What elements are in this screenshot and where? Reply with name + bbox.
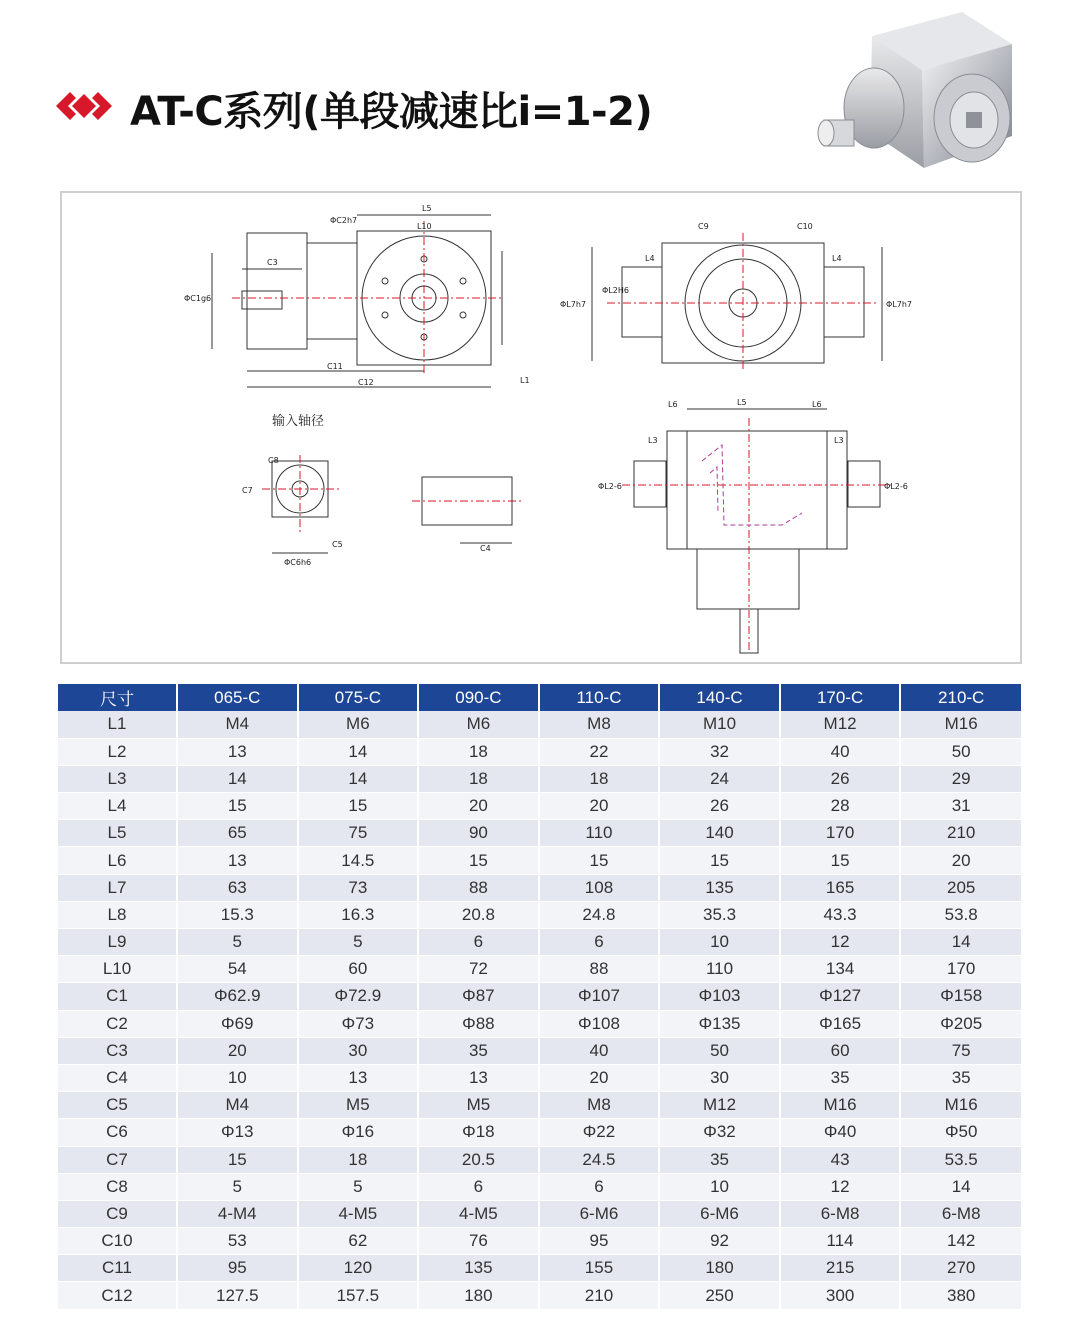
table-header-row <box>58 684 1021 711</box>
table-cell: Φ32 <box>659 1119 780 1146</box>
table-cell: 18 <box>298 1146 419 1173</box>
table-row <box>58 820 1021 847</box>
table-cell: 18 <box>418 765 539 792</box>
table-cell: 6-M6 <box>539 1200 660 1227</box>
table-row <box>58 1200 1021 1227</box>
table-cell: 20 <box>177 1037 298 1064</box>
table-cell: 6-M8 <box>780 1200 901 1227</box>
table-cell: 5 <box>298 929 419 956</box>
table-cell: 95 <box>177 1255 298 1282</box>
table-row-label: L1 <box>58 711 177 738</box>
table-cell: 14 <box>177 765 298 792</box>
label-L7h7-right: ΦL7h7 <box>886 300 913 309</box>
table-row-label: C9 <box>58 1200 177 1227</box>
table-row <box>58 1146 1021 1173</box>
table-cell: 53 <box>177 1228 298 1255</box>
table-cell: 35 <box>780 1064 901 1091</box>
table-cell: 14 <box>900 1173 1021 1200</box>
table-cell: 32 <box>659 738 780 765</box>
table-cell: Φ22 <box>539 1119 660 1146</box>
table-cell: 88 <box>418 874 539 901</box>
table-cell: 110 <box>539 820 660 847</box>
table-cell: 15 <box>177 1146 298 1173</box>
table-row <box>58 1092 1021 1119</box>
table-row-label: C1 <box>58 983 177 1010</box>
table-row-label: L8 <box>58 901 177 928</box>
table-cell: Φ13 <box>177 1119 298 1146</box>
label-L1: L1 <box>520 376 530 385</box>
label-L5: L5 <box>422 204 432 213</box>
table-header: 210-C <box>900 684 1021 711</box>
table-row-label: L3 <box>58 765 177 792</box>
table-header: 090-C <box>418 684 539 711</box>
label-C8: C8 <box>268 456 279 465</box>
table-cell: 53.5 <box>900 1146 1021 1173</box>
table-header: 065-C <box>177 684 298 711</box>
label-C9: C9 <box>698 222 709 231</box>
table-cell: M8 <box>539 711 660 738</box>
table-cell: M10 <box>659 711 780 738</box>
table-cell: 29 <box>900 765 1021 792</box>
table-row <box>58 711 1021 738</box>
table-row <box>58 793 1021 820</box>
label-L2H6: ΦL2H6 <box>602 286 629 295</box>
table-cell: M16 <box>900 711 1021 738</box>
label-C6h6: ΦC6h6 <box>284 558 312 567</box>
label-C4: C4 <box>480 544 491 553</box>
table-row <box>58 956 1021 983</box>
table-cell: 60 <box>298 956 419 983</box>
label-L3-left: L3 <box>648 436 658 445</box>
table-cell: 40 <box>780 738 901 765</box>
table-cell: 20 <box>539 793 660 820</box>
table-cell: 155 <box>539 1255 660 1282</box>
table-row-label: C12 <box>58 1282 177 1309</box>
table-cell: 135 <box>659 874 780 901</box>
table-cell: M4 <box>177 1092 298 1119</box>
table-cell: Φ88 <box>418 1010 539 1037</box>
table-cell: 88 <box>539 956 660 983</box>
technical-drawing-panel <box>60 191 1022 664</box>
table-cell: 15 <box>418 847 539 874</box>
table-cell: 20 <box>539 1064 660 1091</box>
table-cell: 24 <box>659 765 780 792</box>
table-cell: 90 <box>418 820 539 847</box>
table-cell: 180 <box>659 1255 780 1282</box>
table-cell: 92 <box>659 1228 780 1255</box>
table-cell: 134 <box>780 956 901 983</box>
table-cell: 40 <box>539 1037 660 1064</box>
table-cell: Φ205 <box>900 1010 1021 1037</box>
table-cell: 110 <box>659 956 780 983</box>
label-C7: C7 <box>242 486 253 495</box>
label-C11: C11 <box>327 362 343 371</box>
table-cell: 13 <box>298 1064 419 1091</box>
table-cell: Φ103 <box>659 983 780 1010</box>
table-cell: 215 <box>780 1255 901 1282</box>
table-cell: 13 <box>418 1064 539 1091</box>
table-cell: M6 <box>298 711 419 738</box>
table-cell: 15 <box>780 847 901 874</box>
table-cell: 20 <box>418 793 539 820</box>
table-cell: Φ62.9 <box>177 983 298 1010</box>
table-row <box>58 1173 1021 1200</box>
table-cell: 63 <box>177 874 298 901</box>
label-L7h7-left: ΦL7h7 <box>560 300 587 309</box>
table-cell: Φ50 <box>900 1119 1021 1146</box>
table-cell: 20 <box>900 847 1021 874</box>
table-row-label: L10 <box>58 956 177 983</box>
label-L10: L10 <box>417 222 432 231</box>
table-cell: 35.3 <box>659 901 780 928</box>
table-row <box>58 929 1021 956</box>
table-cell: 30 <box>659 1064 780 1091</box>
table-body <box>58 711 1021 1309</box>
page-header <box>0 0 1080 190</box>
table-cell: 4-M4 <box>177 1200 298 1227</box>
table-cell: 26 <box>780 765 901 792</box>
label-L3-right: L3 <box>834 436 844 445</box>
table-cell: 6 <box>418 1173 539 1200</box>
table-cell: 20.5 <box>418 1146 539 1173</box>
table-cell: 18 <box>418 738 539 765</box>
table-cell: 300 <box>780 1282 901 1309</box>
table-header: 140-C <box>659 684 780 711</box>
label-C10: C10 <box>797 222 813 231</box>
label-C5: C5 <box>332 540 343 549</box>
table-cell: 127.5 <box>177 1282 298 1309</box>
table-cell: 6-M8 <box>900 1200 1021 1227</box>
table-cell: 10 <box>659 1173 780 1200</box>
label-C2h7: ΦC2h7 <box>330 216 358 225</box>
label-L6-right: L6 <box>812 400 822 409</box>
table-cell: 142 <box>900 1228 1021 1255</box>
table-row <box>58 1010 1021 1037</box>
table-cell: 170 <box>900 956 1021 983</box>
table-row <box>58 901 1021 928</box>
table-row <box>58 1255 1021 1282</box>
table-cell: 10 <box>177 1064 298 1091</box>
label-C12: C12 <box>358 378 374 387</box>
table-cell: 54 <box>177 956 298 983</box>
table-cell: 6-M6 <box>659 1200 780 1227</box>
input-shaft-note: 输入轴径 <box>272 414 325 429</box>
table-cell: 15 <box>298 793 419 820</box>
table-cell: 12 <box>780 1173 901 1200</box>
table-cell: 15 <box>177 793 298 820</box>
table-row-label: L9 <box>58 929 177 956</box>
table-header: 170-C <box>780 684 901 711</box>
table-row <box>58 1119 1021 1146</box>
table-cell: Φ69 <box>177 1010 298 1037</box>
label-L6-left: L6 <box>668 400 678 409</box>
table-row-label: C8 <box>58 1173 177 1200</box>
table-row-label: L2 <box>58 738 177 765</box>
table-cell: 62 <box>298 1228 419 1255</box>
table-row-label: C6 <box>58 1119 177 1146</box>
table-cell: 170 <box>780 820 901 847</box>
label-L2-6-left: ΦL2-6 <box>598 482 622 491</box>
table-cell: M5 <box>298 1092 419 1119</box>
table-cell: 13 <box>177 738 298 765</box>
table-row-label: C3 <box>58 1037 177 1064</box>
table-header: 尺寸 <box>58 684 177 711</box>
table-cell: 5 <box>298 1173 419 1200</box>
table-row-label: C4 <box>58 1064 177 1091</box>
table-cell: 31 <box>900 793 1021 820</box>
table-cell: Φ40 <box>780 1119 901 1146</box>
table-cell: 14 <box>900 929 1021 956</box>
table-cell: 24.5 <box>539 1146 660 1173</box>
table-cell: 270 <box>900 1255 1021 1282</box>
table-cell: Φ108 <box>539 1010 660 1037</box>
table-cell: 6 <box>418 929 539 956</box>
table-cell: 15 <box>539 847 660 874</box>
table-cell: 210 <box>900 820 1021 847</box>
dimension-table <box>58 684 1021 1310</box>
table-cell: 95 <box>539 1228 660 1255</box>
label-C3: C3 <box>267 258 278 267</box>
brand-logo-icon <box>56 86 112 126</box>
table-cell: Φ16 <box>298 1119 419 1146</box>
table-row <box>58 1228 1021 1255</box>
table-cell: 22 <box>539 738 660 765</box>
table-cell: M5 <box>418 1092 539 1119</box>
table-cell: 24.8 <box>539 901 660 928</box>
table-cell: Φ18 <box>418 1119 539 1146</box>
table-cell: 15.3 <box>177 901 298 928</box>
table-cell: 26 <box>659 793 780 820</box>
table-cell: Φ107 <box>539 983 660 1010</box>
table-cell: 76 <box>418 1228 539 1255</box>
table-cell: Φ87 <box>418 983 539 1010</box>
table-cell: Φ72.9 <box>298 983 419 1010</box>
table-cell: 5 <box>177 929 298 956</box>
table-row-label: C5 <box>58 1092 177 1119</box>
table-cell: M12 <box>659 1092 780 1119</box>
table-cell: 13 <box>177 847 298 874</box>
table-cell: 6 <box>539 929 660 956</box>
table-cell: 43.3 <box>780 901 901 928</box>
table-cell: 180 <box>418 1282 539 1309</box>
table-cell: 53.8 <box>900 901 1021 928</box>
table-cell: Φ127 <box>780 983 901 1010</box>
table-cell: M6 <box>418 711 539 738</box>
table-cell: 108 <box>539 874 660 901</box>
table-cell: M16 <box>900 1092 1021 1119</box>
table-cell: 15 <box>659 847 780 874</box>
table-cell: 12 <box>780 929 901 956</box>
table-cell: 120 <box>298 1255 419 1282</box>
table-cell: 165 <box>780 874 901 901</box>
table-cell: 10 <box>659 929 780 956</box>
table-cell: 18 <box>539 765 660 792</box>
table-cell: 35 <box>900 1064 1021 1091</box>
table-cell: 60 <box>780 1037 901 1064</box>
table-row-label: L6 <box>58 847 177 874</box>
label-L5-top: L5 <box>737 398 747 407</box>
label-L4-right: L4 <box>832 254 842 263</box>
table-cell: Φ73 <box>298 1010 419 1037</box>
label-L2-6-right: ΦL2-6 <box>884 482 908 491</box>
table-row <box>58 847 1021 874</box>
table-cell: 380 <box>900 1282 1021 1309</box>
table-row-label: L7 <box>58 874 177 901</box>
table-cell: 14.5 <box>298 847 419 874</box>
table-cell: 75 <box>298 820 419 847</box>
table-row-label: C7 <box>58 1146 177 1173</box>
page-title: AT-C系列(单段减速比i=1-2) <box>130 89 653 135</box>
table-cell: M8 <box>539 1092 660 1119</box>
table-cell: 75 <box>900 1037 1021 1064</box>
table-cell: 65 <box>177 820 298 847</box>
table-cell: 50 <box>900 738 1021 765</box>
table-row-label: C10 <box>58 1228 177 1255</box>
table-cell: M12 <box>780 711 901 738</box>
table-cell: 4-M5 <box>298 1200 419 1227</box>
table-row <box>58 1037 1021 1064</box>
table-cell: 20.8 <box>418 901 539 928</box>
table-row <box>58 738 1021 765</box>
table-cell: 35 <box>659 1146 780 1173</box>
table-cell: 35 <box>418 1037 539 1064</box>
table-cell: 250 <box>659 1282 780 1309</box>
table-cell: 114 <box>780 1228 901 1255</box>
table-cell: 210 <box>539 1282 660 1309</box>
table-cell: 205 <box>900 874 1021 901</box>
label-L4-left: L4 <box>645 254 655 263</box>
table-cell: 14 <box>298 765 419 792</box>
table-row <box>58 874 1021 901</box>
table-cell: 157.5 <box>298 1282 419 1309</box>
table-cell: 14 <box>298 738 419 765</box>
table-cell: 28 <box>780 793 901 820</box>
table-cell: 4-M5 <box>418 1200 539 1227</box>
table-header: 110-C <box>539 684 660 711</box>
table-cell: 135 <box>418 1255 539 1282</box>
table-cell: 43 <box>780 1146 901 1173</box>
table-row-label: C2 <box>58 1010 177 1037</box>
label-C1g6: ΦC1g6 <box>184 294 212 303</box>
table-row-label: L5 <box>58 820 177 847</box>
table-cell: 5 <box>177 1173 298 1200</box>
dimension-drawing <box>62 193 1020 662</box>
table-cell: 140 <box>659 820 780 847</box>
table-cell: M4 <box>177 711 298 738</box>
table-cell: Φ135 <box>659 1010 780 1037</box>
table-row-label: C11 <box>58 1255 177 1282</box>
table-cell: 6 <box>539 1173 660 1200</box>
table-cell: 16.3 <box>298 901 419 928</box>
table-cell: 72 <box>418 956 539 983</box>
right-angle-gearbox-photo <box>812 8 1032 188</box>
table-cell: 50 <box>659 1037 780 1064</box>
table-cell: M16 <box>780 1092 901 1119</box>
table-header: 075-C <box>298 684 419 711</box>
table-cell: 73 <box>298 874 419 901</box>
table-row-label: L4 <box>58 793 177 820</box>
table-cell: Φ165 <box>780 1010 901 1037</box>
table-cell: Φ158 <box>900 983 1021 1010</box>
table-row <box>58 1282 1021 1309</box>
table-row <box>58 983 1021 1010</box>
table-row <box>58 765 1021 792</box>
table-row <box>58 1064 1021 1091</box>
table-cell: 30 <box>298 1037 419 1064</box>
